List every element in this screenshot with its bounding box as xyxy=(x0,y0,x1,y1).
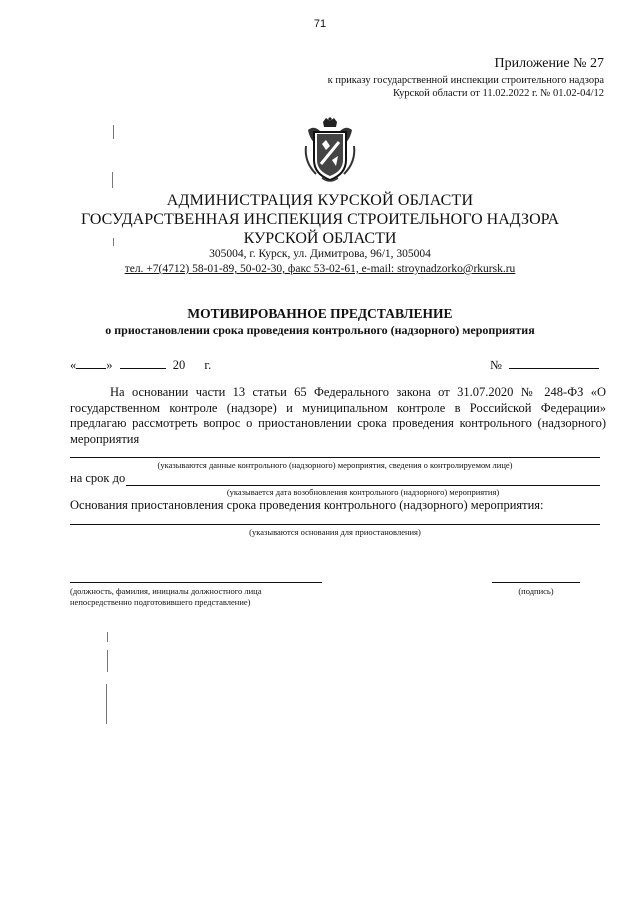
date-close-quote: » xyxy=(106,358,113,372)
month-blank xyxy=(120,356,166,369)
official-hint xyxy=(70,586,262,608)
scan-mark xyxy=(106,684,107,724)
appendix-title: Приложение № 27 xyxy=(494,56,604,71)
document-subtitle: о приостановлении срока проведения контрольного (надзорного) мероприятия xyxy=(105,323,535,337)
scan-mark xyxy=(112,172,113,188)
appendix-order-line: к приказу государственной инспекции строительного надзора xyxy=(327,75,604,86)
scan-mark xyxy=(107,632,108,642)
page-number: 71 xyxy=(313,18,327,30)
signature-hint: (подпись) xyxy=(518,586,554,596)
document-title: МОТИВИРОВАННОЕ ПРЕДСТАВЛЕНИЕ xyxy=(187,306,453,321)
number-blank xyxy=(509,356,599,369)
term-label: на срок до xyxy=(70,471,126,485)
official-hint-line2: непосредственно подготовившего представление) xyxy=(70,597,251,607)
org-address: 305004, г. Курск, ул. Димитрова, 96/1, 305004 xyxy=(209,248,431,260)
main-paragraph xyxy=(70,385,606,447)
scan-mark xyxy=(113,125,114,139)
date-open-quote: « xyxy=(70,358,77,372)
number-label: № xyxy=(490,358,502,372)
official-line xyxy=(70,582,322,583)
region-name: КУРСКОЙ ОБЛАСТИ xyxy=(243,230,397,247)
official-hint-line1: (должность, фамилия, инициалы должностного лица xyxy=(70,586,262,596)
year-blank xyxy=(185,357,195,369)
scan-mark xyxy=(107,650,108,672)
grounds-line xyxy=(70,524,600,525)
paragraph-text: На основании части 13 статьи 65 Федерального закона от 31.07.2020 № 248-ФЗ «О государственном контроле (надзоре) и муниципальном контроле в Российской Федерации» предлагаю рассмотреть вопрос о приостановлении срока проведения контрольного (надзорного) мероприятия xyxy=(70,385,606,446)
inspection-name: ГОСУДАРСТВЕННАЯ ИНСПЕКЦИЯ СТРОИТЕЛЬНОГО НАДЗОРА xyxy=(80,211,560,228)
grounds-label: Основания приостановления срока проведения контрольного (надзорного) мероприятия: xyxy=(70,498,544,512)
grounds-hint: (указываются основания для приостановления) xyxy=(249,527,421,537)
event-info-line xyxy=(70,457,600,458)
signature-line xyxy=(492,582,580,583)
term-line xyxy=(126,485,600,486)
number-field xyxy=(490,356,599,373)
day-blank xyxy=(76,356,106,369)
year-suffix: г. xyxy=(204,358,212,372)
date-field xyxy=(70,356,211,373)
coat-of-arms-icon xyxy=(300,116,360,186)
event-info-hint: (указываются данные контрольного (надзорного) мероприятия, сведения о контролируемом лице) xyxy=(157,460,513,470)
appendix-order-date: Курской области от 11.02.2022 г. № 01.02-04/12 xyxy=(392,88,604,99)
org-name: АДМИНИСТРАЦИЯ КУРСКОЙ ОБЛАСТИ xyxy=(166,192,474,209)
org-contacts: тел. +7(4712) 58-01-89, 50-02-30, факс 53-02-61, e-mail: stroynadzorko@rkursk.ru xyxy=(124,263,516,275)
year-prefix: 20 xyxy=(172,358,186,372)
term-hint: (указывается дата возобновления контрольного (надзорного) мероприятия) xyxy=(226,487,500,497)
